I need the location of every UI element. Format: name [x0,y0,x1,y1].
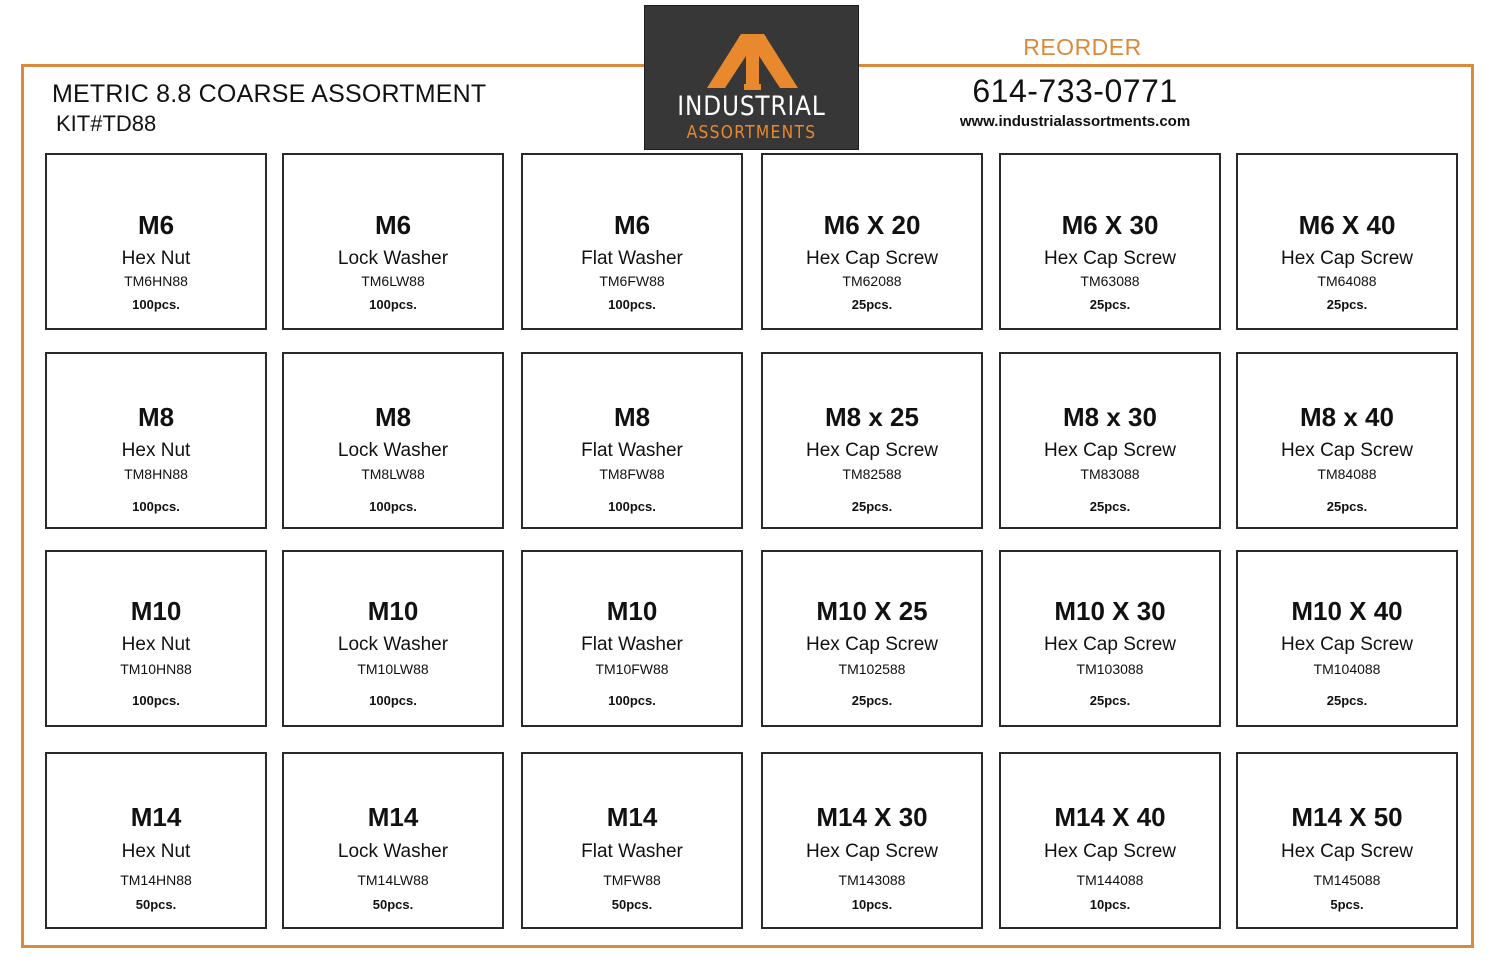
bin-quantity: 100pcs. [369,693,417,708]
bin-label [999,550,1221,727]
bin-quantity: 50pcs. [135,897,177,912]
kit-number: KIT#TD88 [56,111,157,136]
bin-type: Hex Nut [121,248,191,269]
bin-sku: TM84088 [1317,466,1377,482]
bin-quantity: 25pcs. [851,693,893,708]
bin-label [521,352,743,529]
bin-quantity: 25pcs. [1326,693,1368,708]
bin-type: Lock Washer [337,440,449,461]
reorder-website: www.industrialassortments.com [959,113,1191,130]
bin-sku: TM14LW88 [357,872,429,888]
bin-type: Hex Cap Screw [1281,841,1413,862]
bin-type: Hex Cap Screw [1281,440,1413,461]
bin-size: M8 x 30 [1063,402,1157,432]
bin-label [45,352,267,529]
bin-sku: TM104088 [1313,661,1381,677]
bin-label [1236,752,1458,929]
bin-type: Hex Nut [121,841,191,862]
bin-label [1236,550,1458,727]
bin-size: M8 [613,402,651,432]
logo-wordmark-assortments: ASSORTMENTS [686,122,817,143]
bin-label [521,153,743,330]
bin-quantity: 100pcs. [608,297,656,312]
bin-quantity: 100pcs. [608,499,656,514]
bin-quantity: 25pcs. [851,297,893,312]
bin-type: Flat Washer [581,440,683,461]
bin-quantity: 25pcs. [1089,297,1131,312]
bin-size: M8 x 40 [1300,402,1394,432]
bin-label [282,550,504,727]
bin-label [999,153,1221,330]
bin-quantity: 5pcs. [1330,897,1364,912]
bin-size: M10 [606,596,658,626]
bin-quantity: 100pcs. [132,297,180,312]
kit-title: METRIC 8.8 COARSE ASSORTMENT [52,80,487,108]
bin-sku: TM102588 [838,661,906,677]
reorder-phone: 614-733-0771 [972,73,1178,109]
logo-wordmark-industrial: INDUSTRIAL [677,91,826,122]
bin-label [521,752,743,929]
bin-quantity: 100pcs. [608,693,656,708]
bin-sku: TM64088 [1317,273,1377,289]
bin-sku: TM8HN88 [124,466,188,482]
bin-sku: TM83088 [1080,466,1140,482]
bin-label [282,153,504,330]
bin-sku: TM62088 [842,273,902,289]
bin-type: Hex Cap Screw [1044,440,1176,461]
bin-type: Hex Cap Screw [806,440,938,461]
bin-sku: TM8FW88 [599,466,665,482]
bin-label [761,752,983,929]
bin-sku: TM82588 [842,466,902,482]
bin-sku: TM6LW88 [361,273,425,289]
bin-size: M10 [367,596,419,626]
bin-sku: TM63088 [1080,273,1140,289]
bin-type: Hex Cap Screw [1281,634,1413,655]
bin-size: M10 X 25 [816,596,928,626]
bin-label [999,352,1221,529]
bin-size: M14 X 50 [1291,802,1403,832]
bin-type: Hex Cap Screw [1044,248,1176,269]
bin-type: Lock Washer [337,634,449,655]
bin-sku: TM144088 [1076,872,1144,888]
bin-quantity: 10pcs. [851,897,893,912]
bin-sku: TM14HN88 [120,872,192,888]
bin-quantity: 100pcs. [132,499,180,514]
bin-type: Flat Washer [581,634,683,655]
bin-sku: TM6HN88 [124,273,188,289]
bin-label [282,352,504,529]
bin-size: M10 [130,596,182,626]
bin-label [1236,352,1458,529]
bin-quantity: 100pcs. [369,499,417,514]
bin-size: M8 x 25 [825,402,919,432]
bin-label [282,752,504,929]
bin-size: M14 X 30 [816,802,928,832]
bin-type: Hex Cap Screw [806,248,938,269]
bin-size: M6 [137,210,175,240]
bin-type: Hex Cap Screw [806,841,938,862]
bin-type: Hex Nut [121,634,191,655]
bin-label [761,550,983,727]
bin-quantity: 10pcs. [1089,897,1131,912]
bin-label [45,752,267,929]
bin-size: M6 [613,210,651,240]
bin-label [45,550,267,727]
bin-type: Lock Washer [337,248,449,269]
reorder-label: REORDER [1000,34,1165,61]
bin-type: Flat Washer [581,841,683,862]
bin-size: M14 X 40 [1054,802,1166,832]
bin-label [999,752,1221,929]
bin-sku: TM8LW88 [361,466,425,482]
brand-logo [644,5,859,150]
bin-size: M10 X 40 [1291,596,1403,626]
bin-type: Flat Washer [581,248,683,269]
bin-size: M6 X 40 [1298,210,1396,240]
bin-size: M8 [137,402,175,432]
bin-sku: TM10FW88 [595,661,669,677]
bin-sku: TM10HN88 [120,661,192,677]
bin-quantity: 25pcs. [1089,499,1131,514]
bin-type: Hex Nut [121,440,191,461]
bin-size: M6 X 30 [1061,210,1159,240]
bin-quantity: 50pcs. [372,897,414,912]
bin-type: Hex Cap Screw [1044,634,1176,655]
bin-size: M14 [130,802,182,832]
bin-sku: TM143088 [838,872,906,888]
bin-type: Lock Washer [337,841,449,862]
bin-type: Hex Cap Screw [1281,248,1413,269]
bin-type: Hex Cap Screw [1044,841,1176,862]
bin-quantity: 25pcs. [1089,693,1131,708]
bin-quantity: 25pcs. [1326,499,1368,514]
bin-size: M8 [374,402,412,432]
bin-sku: TM10LW88 [357,661,429,677]
bin-quantity: 100pcs. [369,297,417,312]
bin-size: M14 [367,802,419,832]
bin-sku: TM145088 [1313,872,1381,888]
bin-label [45,153,267,330]
bin-size: M10 X 30 [1054,596,1166,626]
bin-type: Hex Cap Screw [806,634,938,655]
bin-quantity: 100pcs. [132,693,180,708]
bin-label [761,352,983,529]
bin-quantity: 25pcs. [1326,297,1368,312]
bin-quantity: 50pcs. [611,897,653,912]
bin-size: M6 [374,210,412,240]
bin-quantity: 25pcs. [851,499,893,514]
bin-size: M6 X 20 [823,210,921,240]
bin-label [761,153,983,330]
bin-sku: TM103088 [1076,661,1144,677]
bin-sku: TM6FW88 [599,273,665,289]
bin-size: M14 [606,802,658,832]
bin-sku: TMFW88 [603,872,661,888]
bin-label [521,550,743,727]
bin-label [1236,153,1458,330]
